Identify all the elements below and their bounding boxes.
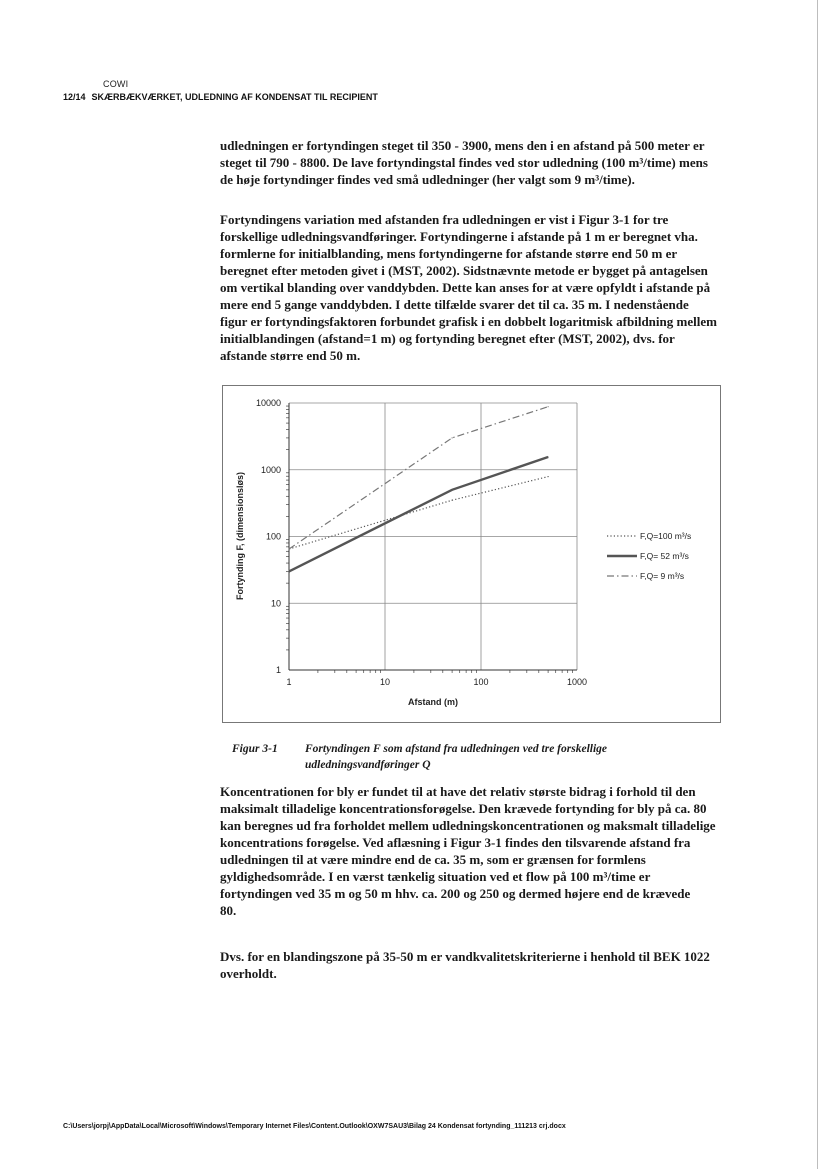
running-header	[63, 92, 378, 102]
y-tick-label: 1	[275, 665, 281, 675]
text-line: steget til 790 - 8800. De lave fortyndingstal findes ved stor udledning (100 m³/time) mens	[220, 155, 708, 170]
text-line: kan beregnes ud fra forholdet mellem udledningskoncentrationen og maksmalt tilladelige	[220, 818, 716, 833]
text-line: udledningen til at være mindre end de ca. 35 m, som er grænsen for formlens	[220, 852, 646, 867]
text-line: Dvs. for en blandingszone på 35-50 m er vandkvalitetskriterierne i henhold til BEK 1022	[220, 949, 710, 964]
series-line	[289, 477, 548, 549]
text-line: figur er fortyndingsfaktoren forbundet grafisk i en dobbelt logaritmisk afbildning mellem	[220, 314, 717, 329]
caption-line: udledningsvandføringer Q	[305, 759, 431, 771]
text-line: om vertikal blanding over vanddybden. Dette kan anses for at være opfyldt i afstande på	[220, 280, 711, 295]
legend-label: F,Q=100 m³/s	[640, 531, 692, 541]
paragraph-1	[220, 137, 760, 188]
text-line: gyldighedsområde. I en værst tænkelig situation ved et flow på 100 m³/time er	[220, 869, 651, 884]
figure-caption-text	[305, 741, 725, 773]
text-line: initialblandingen (afstand=1 m) og fortynding beregnet efter (MST, 2002), dvs. for	[220, 331, 675, 346]
caption-line: Fortyndingen F som afstand fra udledningen ved tre forskellige	[305, 743, 608, 755]
data-point	[548, 406, 549, 407]
data-point	[548, 476, 549, 477]
text-line: fortyndingen ved 35 m og 50 m hhv. ca. 200 og 250 og dermed højere end de krævede	[220, 886, 691, 901]
text-line: overholdt.	[220, 966, 277, 981]
text-line: afstande større end 50 m.	[220, 348, 361, 363]
chart-svg	[223, 386, 720, 722]
paragraph-3	[220, 783, 760, 919]
document-title: SKÆRBÆKVÆRKET, UDLEDNING AF KONDENSAT TIL RECIPIENT	[91, 92, 378, 102]
data-point	[288, 571, 289, 572]
text-line: formlerne for initialblanding, mens fortyndingerne for afstande større end 50 m er	[220, 246, 678, 261]
y-tick-label: 10	[270, 598, 281, 609]
data-point	[548, 456, 549, 457]
data-point	[452, 489, 453, 490]
legend-label: F,Q= 52 m³/s	[640, 551, 689, 561]
text-line: Koncentrationen for bly er fundet til at have det relativ største bidrag i forhold til den	[220, 784, 696, 799]
figure-chart	[222, 385, 721, 723]
page-edge	[817, 0, 818, 1169]
x-axis-label: Afstand (m)	[408, 697, 458, 707]
text-line: mere end 5 gange vanddybden. I dette tilfælde svarer det til ca. 35 m. I nedenstående	[220, 297, 689, 312]
paragraph-4	[220, 948, 760, 982]
text-line: beregnet efter metoden givet i (MST, 2002). Sidstnævnte metode er bygget på antagelsen	[220, 263, 708, 278]
x-tick-label: 10	[379, 677, 391, 687]
text-line: de høje fortyndinger findes ved små udledninger (her valgt som 9 m³/time).	[220, 172, 635, 187]
x-tick-label: 1000	[566, 677, 588, 687]
data-point	[288, 548, 289, 549]
text-line: 80.	[220, 903, 237, 918]
series-line	[289, 407, 548, 549]
y-axis-label: Fortynding F, (dimensionsløs)	[235, 472, 245, 600]
text-line: Fortyndingens variation med afstanden fra udledningen er vist i Figur 3-1 for tre	[220, 212, 669, 227]
page-number: 12/14	[63, 92, 86, 102]
y-tick-label: 10000	[255, 398, 281, 408]
paragraph-2	[220, 211, 760, 364]
header-company: COWI	[103, 79, 129, 89]
data-point	[452, 437, 453, 438]
text-line: forskellige udledningsvandføringer. Fortyndingerne i afstande på 1 m er beregnet vha.	[220, 229, 698, 244]
series-line	[289, 457, 548, 571]
text-line: udledningen er fortyndingen steget til 350 - 3900, mens den i en afstand på 500 meter er	[220, 138, 705, 153]
legend-label: F,Q= 9 m³/s	[640, 571, 685, 581]
x-tick-label: 100	[473, 677, 489, 687]
text-line: maksimalt tilladelige koncentrationsforøgelse. Den krævede fortynding for bly på ca. 80	[220, 801, 707, 816]
footer-file-path: C:\Users\jorpj\AppData\Local\Microsoft\Windows\Temporary Internet Files\Content.Outlook\OXW7SAU3\Bilag 24 Kondensat fortynding_111213 crj.docx	[63, 1123, 566, 1130]
y-tick-label: 1000	[260, 464, 281, 475]
x-tick-label: 1	[286, 677, 292, 687]
text-line: koncentrations forøgelse. Ved aflæsning i Figur 3-1 findes den tilsvarende afstand fra	[220, 835, 691, 850]
data-point	[452, 500, 453, 501]
figure-caption-label: Figur 3-1	[232, 743, 278, 755]
y-tick-label: 100	[265, 531, 281, 542]
